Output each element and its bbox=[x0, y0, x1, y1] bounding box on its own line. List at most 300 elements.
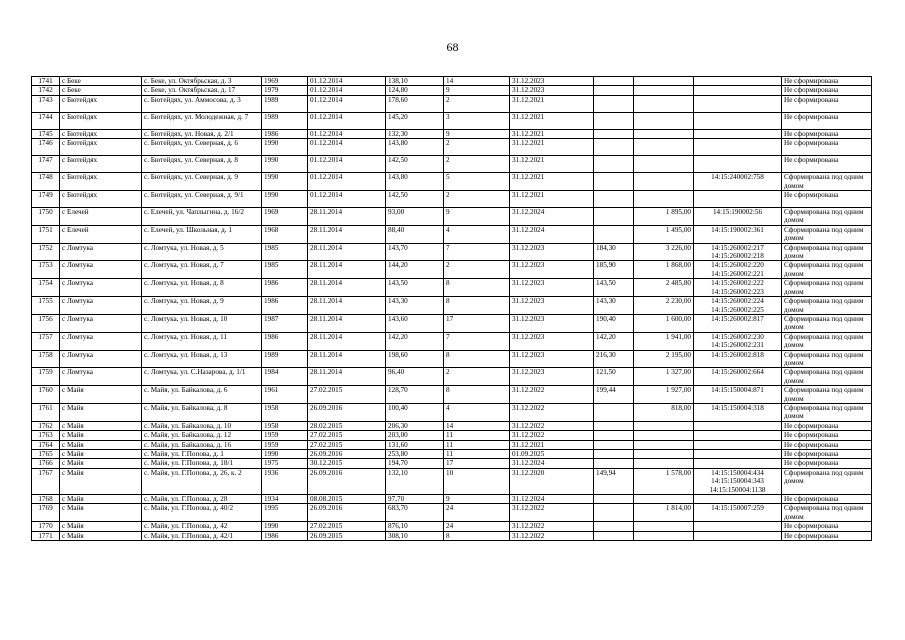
status-cell: Сформирована под одним домом bbox=[782, 173, 872, 191]
address-cell: с. Майя, ул. Г.Попова, д. 42/1 bbox=[142, 531, 262, 540]
year-cell: 1969 bbox=[262, 208, 308, 226]
year-cell: 1975 bbox=[262, 459, 308, 468]
deadline-cell: 31.12.2021 bbox=[510, 440, 594, 449]
address-cell: с. Майя, ул. Г.Попова, д. 18/1 bbox=[142, 459, 262, 468]
residents-count-cell: 7 bbox=[444, 243, 510, 261]
plot-area-cell: 1 895,00 bbox=[634, 208, 694, 226]
year-cell: 1990 bbox=[262, 191, 308, 208]
plot-area-cell bbox=[634, 431, 694, 440]
plot-area-cell: 1 578,00 bbox=[634, 468, 694, 494]
year-cell: 1989 bbox=[262, 112, 308, 129]
deadline-cell: 31.12.2024 bbox=[510, 208, 594, 226]
residents-count-cell: 8 bbox=[444, 279, 510, 297]
plot-area-cell bbox=[634, 450, 694, 459]
table-row bbox=[32, 139, 872, 156]
area-cell: 97,70 bbox=[386, 495, 444, 504]
plot-area-cell: 1 941,00 bbox=[634, 332, 694, 350]
address-cell: с. Елечей, ул. Школьная, д. 1 bbox=[142, 225, 262, 243]
table-row bbox=[32, 129, 872, 138]
date-cell: 28.11.2014 bbox=[308, 261, 386, 279]
plot-area-cell: 818,00 bbox=[634, 403, 694, 421]
area-cell: 308,10 bbox=[386, 531, 444, 540]
area-cell: 144,20 bbox=[386, 261, 444, 279]
date-cell: 28.11.2014 bbox=[308, 368, 386, 386]
address-cell: с. Майя, ул. Г.Попова, д. 28 bbox=[142, 495, 262, 504]
date-cell: 26.09.2016 bbox=[308, 450, 386, 459]
land-area-cell bbox=[594, 191, 634, 208]
cadastral-number-cell bbox=[694, 495, 782, 504]
residents-count-cell: 2 bbox=[444, 156, 510, 173]
cadastral-number-cell bbox=[694, 95, 782, 112]
table-row bbox=[32, 191, 872, 208]
table-row bbox=[32, 531, 872, 540]
date-cell: 28.11.2014 bbox=[308, 243, 386, 261]
date-cell: 28.11.2014 bbox=[308, 225, 386, 243]
row-number: 1757 bbox=[32, 332, 60, 350]
land-area-cell bbox=[594, 225, 634, 243]
settlement-cell: с Ломтука bbox=[60, 261, 142, 279]
plot-area-cell: 1 600,00 bbox=[634, 314, 694, 332]
plot-area-cell: 3 226,00 bbox=[634, 243, 694, 261]
residents-count-cell: 9 bbox=[444, 495, 510, 504]
year-cell: 1986 bbox=[262, 297, 308, 315]
deadline-cell: 31.12.2023 bbox=[510, 77, 594, 86]
deadline-cell: 31.12.2021 bbox=[510, 139, 594, 156]
row-number: 1752 bbox=[32, 243, 60, 261]
plot-area-cell bbox=[634, 459, 694, 468]
deadline-cell: 31.12.2022 bbox=[510, 522, 594, 531]
residents-count-cell: 8 bbox=[444, 386, 510, 404]
status-cell: Сформирована под одним домом bbox=[782, 386, 872, 404]
date-cell: 28.11.2014 bbox=[308, 332, 386, 350]
row-number: 1756 bbox=[32, 314, 60, 332]
settlement-cell: с Ломтука bbox=[60, 314, 142, 332]
residents-count-cell: 2 bbox=[444, 261, 510, 279]
row-number: 1755 bbox=[32, 297, 60, 315]
settlement-cell: с Беке bbox=[60, 86, 142, 95]
area-cell: 143,60 bbox=[386, 314, 444, 332]
area-cell: 131,60 bbox=[386, 440, 444, 449]
land-area-cell bbox=[594, 86, 634, 95]
residents-count-cell: 7 bbox=[444, 332, 510, 350]
cadastral-number-cell: 14:15:240002:758 bbox=[694, 173, 782, 191]
address-cell: с. Ломтука, ул. Новая, д. 13 bbox=[142, 350, 262, 368]
settlement-cell: с Бютейдях bbox=[60, 112, 142, 129]
area-cell: 142,50 bbox=[386, 156, 444, 173]
date-cell: 01.12.2014 bbox=[308, 112, 386, 129]
cadastral-number-cell: 14:15:260002:818 bbox=[694, 350, 782, 368]
status-cell: Не сформирована bbox=[782, 459, 872, 468]
row-number: 1741 bbox=[32, 77, 60, 86]
row-number: 1762 bbox=[32, 421, 60, 430]
address-cell: с. Ломтука, ул. Новая, д. 7 bbox=[142, 261, 262, 279]
settlement-cell: с Бютейдях bbox=[60, 156, 142, 173]
year-cell: 1986 bbox=[262, 279, 308, 297]
table-row bbox=[32, 350, 872, 368]
row-number: 1765 bbox=[32, 450, 60, 459]
cadastral-number-cell: 14:15:150007:259 bbox=[694, 504, 782, 522]
plot-area-cell bbox=[634, 421, 694, 430]
residents-count-cell: 9 bbox=[444, 86, 510, 95]
plot-area-cell bbox=[634, 191, 694, 208]
area-cell: 143,80 bbox=[386, 139, 444, 156]
area-cell: 143,50 bbox=[386, 279, 444, 297]
residents-count-cell: 5 bbox=[444, 173, 510, 191]
date-cell: 28.11.2014 bbox=[308, 208, 386, 226]
area-cell: 194,70 bbox=[386, 459, 444, 468]
date-cell: 01.12.2014 bbox=[308, 95, 386, 112]
land-area-cell bbox=[594, 156, 634, 173]
residents-count-cell: 14 bbox=[444, 77, 510, 86]
table-row bbox=[32, 386, 872, 404]
land-area-cell bbox=[594, 450, 634, 459]
address-cell: с. Майя, ул. Г.Попова, д. 26, к. 2 bbox=[142, 468, 262, 494]
row-number: 1763 bbox=[32, 431, 60, 440]
year-cell: 1995 bbox=[262, 504, 308, 522]
year-cell: 1959 bbox=[262, 440, 308, 449]
area-cell: 96,40 bbox=[386, 368, 444, 386]
year-cell: 1990 bbox=[262, 139, 308, 156]
area-cell: 142,20 bbox=[386, 332, 444, 350]
year-cell: 1934 bbox=[262, 495, 308, 504]
status-cell: Сформирована под одним домом bbox=[782, 403, 872, 421]
row-number: 1768 bbox=[32, 495, 60, 504]
date-cell: 28.11.2014 bbox=[308, 279, 386, 297]
year-cell: 1986 bbox=[262, 129, 308, 138]
cadastral-number-cell bbox=[694, 191, 782, 208]
address-cell: с. Беке, ул. Октябрьская, д. 3 bbox=[142, 77, 262, 86]
date-cell: 01.12.2014 bbox=[308, 86, 386, 95]
address-cell: с. Ломтука, ул. Новая, д. 11 bbox=[142, 332, 262, 350]
table-row bbox=[32, 368, 872, 386]
area-cell: 88,40 bbox=[386, 225, 444, 243]
settlement-cell: с Майя bbox=[60, 522, 142, 531]
address-cell: с. Ломтука, ул. С.Назарова, д. 1/1 bbox=[142, 368, 262, 386]
year-cell: 1989 bbox=[262, 350, 308, 368]
plot-area-cell: 1 927,00 bbox=[634, 386, 694, 404]
residents-count-cell: 2 bbox=[444, 139, 510, 156]
land-area-cell bbox=[594, 139, 634, 156]
cadastral-number-cell: 14:15:260002:222 14:15:260002:223 bbox=[694, 279, 782, 297]
deadline-cell: 31.12.2022 bbox=[510, 386, 594, 404]
plot-area-cell: 2 485,80 bbox=[634, 279, 694, 297]
status-cell: Сформирована под одним домом bbox=[782, 350, 872, 368]
row-number: 1744 bbox=[32, 112, 60, 129]
status-cell: Не сформирована bbox=[782, 191, 872, 208]
address-cell: с. Бютейдях, ул. Новая, д. 2/1 bbox=[142, 129, 262, 138]
row-number: 1754 bbox=[32, 279, 60, 297]
date-cell: 28.11.2014 bbox=[308, 350, 386, 368]
row-number: 1770 bbox=[32, 522, 60, 531]
deadline-cell: 31.12.2021 bbox=[510, 129, 594, 138]
table-row bbox=[32, 314, 872, 332]
deadline-cell: 31.12.2021 bbox=[510, 173, 594, 191]
area-cell: 253,80 bbox=[386, 450, 444, 459]
date-cell: 01.12.2014 bbox=[308, 139, 386, 156]
table-row bbox=[32, 421, 872, 430]
status-cell: Сформирована под одним домом bbox=[782, 504, 872, 522]
year-cell: 1986 bbox=[262, 332, 308, 350]
status-cell: Сформирована под одним домом bbox=[782, 279, 872, 297]
area-cell: 876,10 bbox=[386, 522, 444, 531]
row-number: 1761 bbox=[32, 403, 60, 421]
land-area-cell bbox=[594, 112, 634, 129]
date-cell: 28.11.2014 bbox=[308, 314, 386, 332]
settlement-cell: с Елечей bbox=[60, 208, 142, 226]
cadastral-number-cell: 14:15:150004:871 bbox=[694, 386, 782, 404]
residents-count-cell: 17 bbox=[444, 314, 510, 332]
plot-area-cell bbox=[634, 139, 694, 156]
address-cell: с. Бютейдях, ул. Молодежная, д. 7 bbox=[142, 112, 262, 129]
residents-count-cell: 11 bbox=[444, 450, 510, 459]
year-cell: 1986 bbox=[262, 531, 308, 540]
address-cell: с. Бютейдях, ул. Северная, д. 8 bbox=[142, 156, 262, 173]
row-number: 1751 bbox=[32, 225, 60, 243]
table-row bbox=[32, 225, 872, 243]
deadline-cell: 31.12.2021 bbox=[510, 95, 594, 112]
deadline-cell: 31.12.2023 bbox=[510, 86, 594, 95]
address-cell: с. Ломтука, ул. Новая, д. 5 bbox=[142, 243, 262, 261]
area-cell: 683,70 bbox=[386, 504, 444, 522]
cadastral-number-cell: 14:15:260002:230 14:15:260002:231 bbox=[694, 332, 782, 350]
status-cell: Не сформирована bbox=[782, 95, 872, 112]
table-row bbox=[32, 156, 872, 173]
settlement-cell: с Бютейдях bbox=[60, 173, 142, 191]
deadline-cell: 31.12.2023 bbox=[510, 314, 594, 332]
deadline-cell: 01.09.2025 bbox=[510, 450, 594, 459]
cadastral-number-cell bbox=[694, 129, 782, 138]
residents-count-cell: 8 bbox=[444, 350, 510, 368]
address-cell: с. Бютейдях, ул. Северная, д. 6 bbox=[142, 139, 262, 156]
cadastral-number-cell: 14:15:260002:217 14:15:260002:218 bbox=[694, 243, 782, 261]
date-cell: 08.08.2015 bbox=[308, 495, 386, 504]
table-row bbox=[32, 504, 872, 522]
row-number: 1747 bbox=[32, 156, 60, 173]
residents-count-cell: 9 bbox=[444, 208, 510, 226]
cadastral-number-cell bbox=[694, 77, 782, 86]
settlement-cell: с Беке bbox=[60, 77, 142, 86]
settlement-cell: с Елечей bbox=[60, 225, 142, 243]
table-row bbox=[32, 86, 872, 95]
year-cell: 1968 bbox=[262, 225, 308, 243]
area-cell: 143,70 bbox=[386, 243, 444, 261]
plot-area-cell: 2 195,00 bbox=[634, 350, 694, 368]
table-row bbox=[32, 261, 872, 279]
row-number: 1742 bbox=[32, 86, 60, 95]
cadastral-number-cell bbox=[694, 440, 782, 449]
row-number: 1746 bbox=[32, 139, 60, 156]
land-area-cell: 184,30 bbox=[594, 243, 634, 261]
table-row bbox=[32, 332, 872, 350]
settlement-cell: с Майя bbox=[60, 421, 142, 430]
land-area-cell bbox=[594, 531, 634, 540]
deadline-cell: 31.12.2023 bbox=[510, 332, 594, 350]
plot-area-cell: 1 868,00 bbox=[634, 261, 694, 279]
area-cell: 138,10 bbox=[386, 77, 444, 86]
status-cell: Не сформирована bbox=[782, 77, 872, 86]
area-cell: 145,20 bbox=[386, 112, 444, 129]
area-cell: 132,10 bbox=[386, 468, 444, 494]
status-cell: Не сформирована bbox=[782, 86, 872, 95]
address-cell: с. Майя, ул. Байкалова, д. 6 bbox=[142, 386, 262, 404]
residents-count-cell: 24 bbox=[444, 504, 510, 522]
address-cell: с. Майя, ул. Байкалова, д. 8 bbox=[142, 403, 262, 421]
plot-area-cell bbox=[634, 95, 694, 112]
settlement-cell: с Бютейдях bbox=[60, 129, 142, 138]
address-cell: с. Майя, ул. Байкалова, д. 10 bbox=[142, 421, 262, 430]
land-area-cell bbox=[594, 77, 634, 86]
row-number: 1749 bbox=[32, 191, 60, 208]
land-area-cell bbox=[594, 459, 634, 468]
row-number: 1769 bbox=[32, 504, 60, 522]
settlement-cell: с Бютейдях bbox=[60, 191, 142, 208]
plot-area-cell bbox=[634, 495, 694, 504]
date-cell: 27.02.2015 bbox=[308, 386, 386, 404]
land-area-cell: 143,30 bbox=[594, 297, 634, 315]
land-area-cell bbox=[594, 173, 634, 191]
address-cell: с. Ломтука, ул. Новая, д. 8 bbox=[142, 279, 262, 297]
area-cell: 206,30 bbox=[386, 421, 444, 430]
date-cell: 01.12.2014 bbox=[308, 156, 386, 173]
deadline-cell: 31.12.2023 bbox=[510, 350, 594, 368]
area-cell: 93,00 bbox=[386, 208, 444, 226]
residents-count-cell: 24 bbox=[444, 522, 510, 531]
deadline-cell: 31.12.2022 bbox=[510, 403, 594, 421]
land-area-cell bbox=[594, 421, 634, 430]
table-row bbox=[32, 279, 872, 297]
cadastral-number-cell bbox=[694, 531, 782, 540]
deadline-cell: 31.12.2022 bbox=[510, 431, 594, 440]
date-cell: 27.02.2015 bbox=[308, 431, 386, 440]
land-area-cell bbox=[594, 129, 634, 138]
year-cell: 1979 bbox=[262, 86, 308, 95]
deadline-cell: 31.12.2023 bbox=[510, 279, 594, 297]
cadastral-number-cell: 14:15:150004:434 14:15:150004:343 14:15:150004:1138 bbox=[694, 468, 782, 494]
date-cell: 27.02.2015 bbox=[308, 440, 386, 449]
area-cell: 203,00 bbox=[386, 431, 444, 440]
residents-count-cell: 8 bbox=[444, 531, 510, 540]
date-cell: 28.11.2014 bbox=[308, 297, 386, 315]
plot-area-cell: 1 327,00 bbox=[634, 368, 694, 386]
settlement-cell: с Майя bbox=[60, 386, 142, 404]
status-cell: Сформирована под одним домом bbox=[782, 314, 872, 332]
address-cell: с. Майя, ул. Г.Попова, д. 42 bbox=[142, 522, 262, 531]
address-cell: с. Бютейдях, ул. Северная, д. 9 bbox=[142, 173, 262, 191]
address-cell: с. Майя, ул. Байкалова, д. 12 bbox=[142, 431, 262, 440]
settlement-cell: с Майя bbox=[60, 531, 142, 540]
settlement-cell: с Ломтука bbox=[60, 297, 142, 315]
year-cell: 1990 bbox=[262, 450, 308, 459]
land-area-cell bbox=[594, 208, 634, 226]
address-cell: с. Ломтука, ул. Новая, д. 9 bbox=[142, 297, 262, 315]
land-area-cell: 185,90 bbox=[594, 261, 634, 279]
settlement-cell: с Майя bbox=[60, 403, 142, 421]
plot-area-cell bbox=[634, 86, 694, 95]
row-number: 1745 bbox=[32, 129, 60, 138]
year-cell: 1958 bbox=[262, 421, 308, 430]
table-row bbox=[32, 297, 872, 315]
date-cell: 01.12.2014 bbox=[308, 173, 386, 191]
land-area-cell bbox=[594, 431, 634, 440]
residents-count-cell: 2 bbox=[444, 95, 510, 112]
residents-count-cell: 2 bbox=[444, 368, 510, 386]
residents-count-cell: 4 bbox=[444, 403, 510, 421]
area-cell: 142,50 bbox=[386, 191, 444, 208]
row-number: 1766 bbox=[32, 459, 60, 468]
settlement-cell: с Майя bbox=[60, 450, 142, 459]
status-cell: Сформирована под одним домом bbox=[782, 368, 872, 386]
date-cell: 01.12.2014 bbox=[308, 77, 386, 86]
residents-count-cell: 2 bbox=[444, 191, 510, 208]
settlement-cell: с Ломтука bbox=[60, 332, 142, 350]
deadline-cell: 31.12.2023 bbox=[510, 243, 594, 261]
settlement-cell: с Майя bbox=[60, 431, 142, 440]
table-row bbox=[32, 112, 872, 129]
plot-area-cell: 1 814,00 bbox=[634, 504, 694, 522]
plot-area-cell bbox=[634, 129, 694, 138]
deadline-cell: 31.12.2021 bbox=[510, 191, 594, 208]
residents-count-cell: 4 bbox=[444, 225, 510, 243]
table-row bbox=[32, 95, 872, 112]
residents-count-cell: 3 bbox=[444, 112, 510, 129]
address-cell: с. Майя, ул. Байкалова, д. 16 bbox=[142, 440, 262, 449]
plot-area-cell bbox=[634, 77, 694, 86]
date-cell: 26.09.2015 bbox=[308, 531, 386, 540]
settlement-cell: с Бютейдях bbox=[60, 95, 142, 112]
plot-area-cell bbox=[634, 156, 694, 173]
year-cell: 1987 bbox=[262, 314, 308, 332]
area-cell: 198,60 bbox=[386, 350, 444, 368]
cadastral-number-cell bbox=[694, 139, 782, 156]
settlement-cell: с Бютейдях bbox=[60, 139, 142, 156]
year-cell: 1984 bbox=[262, 368, 308, 386]
cadastral-number-cell bbox=[694, 522, 782, 531]
year-cell: 1989 bbox=[262, 95, 308, 112]
table-row bbox=[32, 403, 872, 421]
area-cell: 143,30 bbox=[386, 297, 444, 315]
row-number: 1758 bbox=[32, 350, 60, 368]
settlement-cell: с Майя bbox=[60, 468, 142, 494]
row-number: 1743 bbox=[32, 95, 60, 112]
table-row bbox=[32, 431, 872, 440]
land-area-cell: 216,30 bbox=[594, 350, 634, 368]
date-cell: 27.02.2015 bbox=[308, 522, 386, 531]
land-area-cell bbox=[594, 95, 634, 112]
date-cell: 26.09.2016 bbox=[308, 403, 386, 421]
cadastral-number-cell: 14:15:260002:220 14:15:260002:221 bbox=[694, 261, 782, 279]
status-cell: Сформирована под одним домом bbox=[782, 261, 872, 279]
housing-register-table bbox=[31, 76, 872, 541]
table-row bbox=[32, 208, 872, 226]
year-cell: 1969 bbox=[262, 77, 308, 86]
status-cell: Сформирована под одним домом bbox=[782, 243, 872, 261]
settlement-cell: с Майя bbox=[60, 440, 142, 449]
settlement-cell: с Майя bbox=[60, 459, 142, 468]
year-cell: 1958 bbox=[262, 403, 308, 421]
residents-count-cell: 17 bbox=[444, 459, 510, 468]
land-area-cell bbox=[594, 495, 634, 504]
cadastral-number-cell bbox=[694, 86, 782, 95]
land-area-cell: 190,40 bbox=[594, 314, 634, 332]
status-cell: Сформирована под одним домом bbox=[782, 332, 872, 350]
table-row bbox=[32, 173, 872, 191]
settlement-cell: с Ломтука bbox=[60, 243, 142, 261]
settlement-cell: с Ломтука bbox=[60, 279, 142, 297]
land-area-cell: 142,20 bbox=[594, 332, 634, 350]
year-cell: 1936 bbox=[262, 468, 308, 494]
deadline-cell: 31.12.2022 bbox=[510, 504, 594, 522]
table-row bbox=[32, 77, 872, 86]
